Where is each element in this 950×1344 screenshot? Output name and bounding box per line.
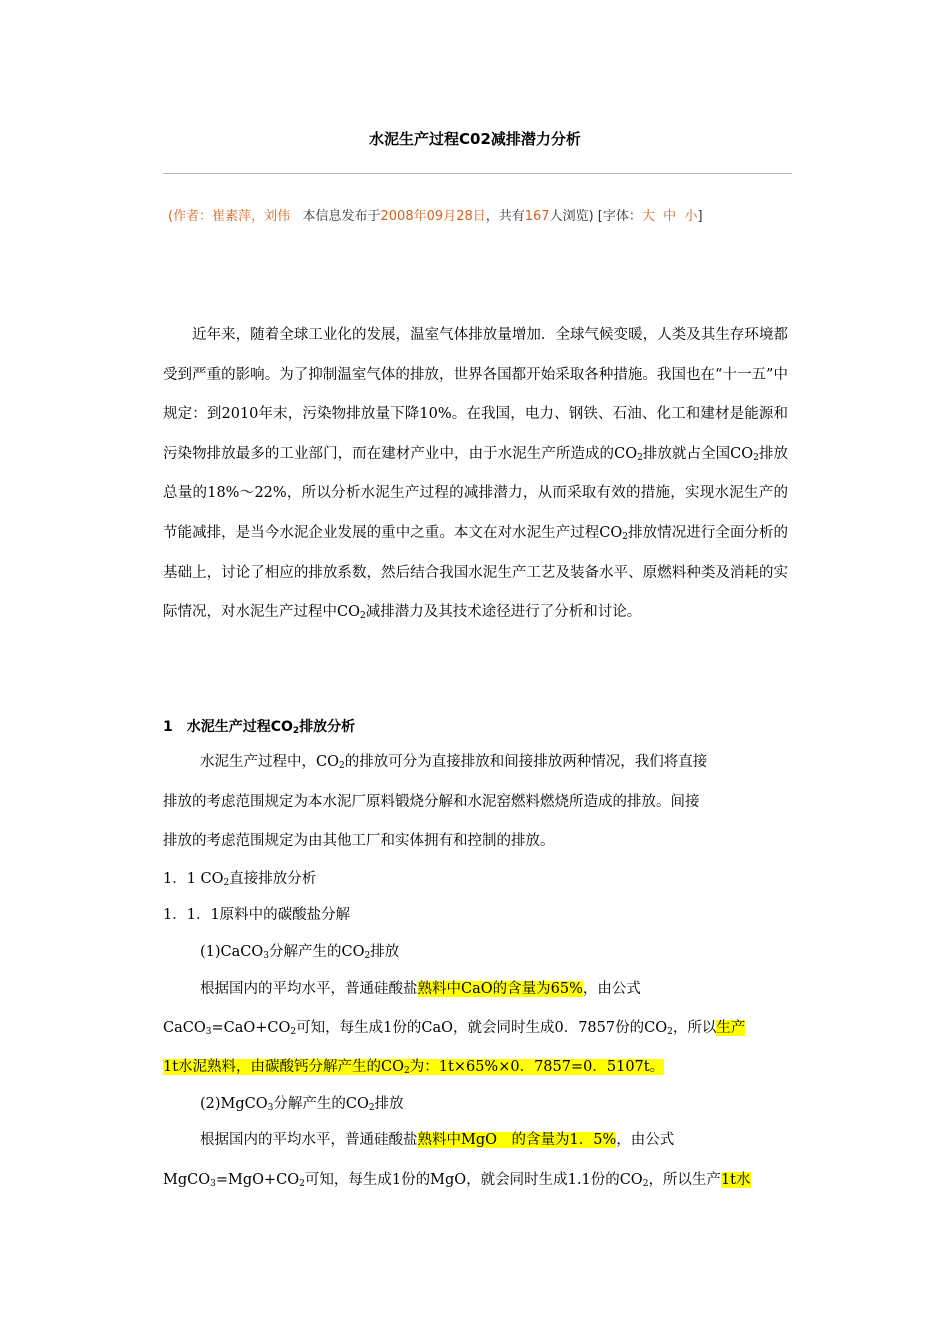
section-1-line-1 bbox=[200, 751, 707, 773]
meta-views-suffix: 人浏览) [字体： bbox=[549, 209, 642, 224]
text: 排放 bbox=[374, 1096, 404, 1112]
intro-text: 排放就占全国CO bbox=[642, 445, 754, 462]
subscript: 2 bbox=[299, 1179, 305, 1189]
font-size-large-link[interactable]: 大 bbox=[641, 209, 655, 224]
subsection-1-1-1-heading: 1．1．1原料中的碳酸盐分解 bbox=[163, 907, 351, 923]
highlighted-text: 1t水 bbox=[720, 1172, 751, 1188]
subscript: 2 bbox=[667, 1027, 673, 1037]
subscript: 2 bbox=[753, 452, 759, 463]
subscript: 2 bbox=[364, 951, 371, 961]
subscript: 3 bbox=[210, 1179, 216, 1189]
highlighted-text: 熟料中MgO 的含量为1．5% bbox=[417, 1132, 617, 1148]
text: =CaO+CO bbox=[211, 1020, 291, 1036]
page-title: 水泥生产过程C02减排潜力分析 bbox=[369, 130, 581, 148]
font-size-medium-link[interactable]: 中 bbox=[663, 209, 677, 224]
text: 可知，每生成1份的MgO，就会同时生成1.1份的CO bbox=[304, 1172, 643, 1188]
text: ，所以 bbox=[672, 1020, 717, 1036]
subscript: 2 bbox=[637, 452, 643, 463]
caco3-line-2 bbox=[163, 1017, 745, 1039]
subscript: 3 bbox=[263, 951, 269, 961]
subscript: 3 bbox=[205, 1027, 212, 1037]
heading-text: 排放分析 bbox=[299, 719, 356, 735]
text: ，由公式 bbox=[616, 1132, 675, 1148]
mgco3-line-2 bbox=[163, 1169, 751, 1191]
heading-text: 1 水泥生产过程CO bbox=[163, 719, 293, 735]
text: =MgO+CO bbox=[215, 1172, 300, 1188]
highlighted-text: 为：1t×65%×0．7857=0．5107t。 bbox=[409, 1059, 665, 1075]
meta-day: 28 bbox=[456, 209, 473, 224]
mgco3-line-1 bbox=[200, 1129, 674, 1151]
meta-nian: 年 bbox=[413, 209, 427, 224]
meta-ri: 日 bbox=[472, 209, 486, 224]
text: (1)CaCO bbox=[200, 944, 264, 960]
text: ，由公式 bbox=[582, 981, 641, 997]
intro-text: 排放总量的18%～22%，所以分析水泥生产过程的减排潜力，从而采取有效的措施，实现水泥生产的节能减排，是当今水泥企业发展的重中之重。本文在对水泥生产过程CO bbox=[163, 445, 788, 541]
subscript: 3 bbox=[267, 1103, 274, 1113]
caco3-line-1 bbox=[200, 978, 641, 1000]
article-meta bbox=[168, 205, 808, 224]
text: 直接排放分析 bbox=[229, 871, 317, 887]
subscript: 2 bbox=[223, 878, 230, 888]
text: 1．1 CO bbox=[163, 871, 224, 887]
text: 分解产生的CO bbox=[269, 944, 365, 960]
subscript: 2 bbox=[368, 1103, 375, 1113]
text: 根据国内的平均水平，普通硅酸盐 bbox=[200, 1132, 418, 1148]
text: 水泥生产过程中，CO bbox=[200, 754, 339, 770]
meta-views-prefix: ，共有 bbox=[485, 209, 525, 224]
title-divider bbox=[163, 173, 792, 174]
intro-paragraph bbox=[163, 316, 788, 633]
caco3-line-3 bbox=[163, 1056, 664, 1078]
text: (2)MgCO bbox=[200, 1096, 268, 1112]
intro-text: 排放情况进行全面分析的基础上，讨论了相应的排放系数，然后结合我国水泥生产工艺及装备水平、原燃料种类及消耗的实际情况，对水泥生产过程中CO bbox=[163, 524, 789, 621]
text: 的排放可分为直接排放和间接排放两种情况，我们将直接 bbox=[344, 754, 708, 770]
text: MgCO bbox=[163, 1172, 211, 1188]
intro-text: 近年来，随着全球工业化的发展，温室气体排放量增加．全球气候变暖，人类及其生存环境都受到严重的影响。为了抑制温室气体的排放，世界各国都开始采取各种措施。我国也在“十一五”中规定：到2010年末，污染物排放量下降10%。在我国，电力、钢铁、石油、化工和建材是能源和污染物排放最多的工业部门，而在建材产业中，由于水泥生产所造成的CO bbox=[163, 327, 788, 462]
text: ，所以生产 bbox=[648, 1172, 721, 1188]
text: 分解产生的CO bbox=[273, 1096, 369, 1112]
font-size-small-link[interactable]: 小 bbox=[684, 209, 698, 224]
highlighted-text: 1t水泥熟料，由碳酸钙分解产生的CO bbox=[163, 1059, 405, 1075]
subscript: 2 bbox=[404, 1066, 410, 1076]
highlighted-text: 熟料中CaO的含量为65% bbox=[417, 981, 583, 997]
subscript: 2 bbox=[642, 1179, 649, 1189]
subscript: 2 bbox=[290, 1027, 297, 1037]
section-1-line-3: 排放的考虑范围规定为由其他工厂和实体拥有和控制的排放。 bbox=[163, 833, 555, 849]
meta-views: 167 bbox=[524, 209, 550, 224]
section-1-line-2: 排放的考虑范围规定为本水泥厂原料锻烧分解和水泥窑燃料燃烧所造成的排放。间接 bbox=[163, 794, 700, 810]
meta-open-paren: ( bbox=[168, 209, 174, 224]
meta-month: 09 bbox=[426, 209, 444, 224]
meta-year: 2008 bbox=[380, 209, 414, 224]
highlighted-text: 生产 bbox=[716, 1020, 746, 1036]
subscript: 2 bbox=[622, 531, 629, 542]
subsection-1-1-heading bbox=[163, 868, 316, 890]
intro-text: 减排潜力及其技术途径进行了分析和讨论。 bbox=[365, 604, 642, 621]
meta-author: 作者：崔素萍，刘伟 bbox=[173, 209, 291, 224]
subscript: 2 bbox=[338, 761, 345, 771]
subscript: 2 bbox=[292, 726, 300, 736]
text: 可知，每生成1份的CaO，就会同时生成0．7857份的CO bbox=[296, 1020, 668, 1036]
mgco3-heading bbox=[200, 1093, 404, 1115]
text: 根据国内的平均水平，普通硅酸盐 bbox=[200, 981, 418, 997]
caco3-heading bbox=[200, 941, 399, 963]
section-1-heading bbox=[163, 716, 355, 738]
text: 排放 bbox=[370, 944, 400, 960]
meta-close-bracket: ] bbox=[697, 209, 703, 224]
text: CaCO bbox=[163, 1020, 206, 1036]
subscript: 2 bbox=[359, 611, 366, 622]
meta-published-prefix: 本信息发布于 bbox=[302, 209, 381, 224]
meta-yue: 月 bbox=[443, 209, 457, 224]
